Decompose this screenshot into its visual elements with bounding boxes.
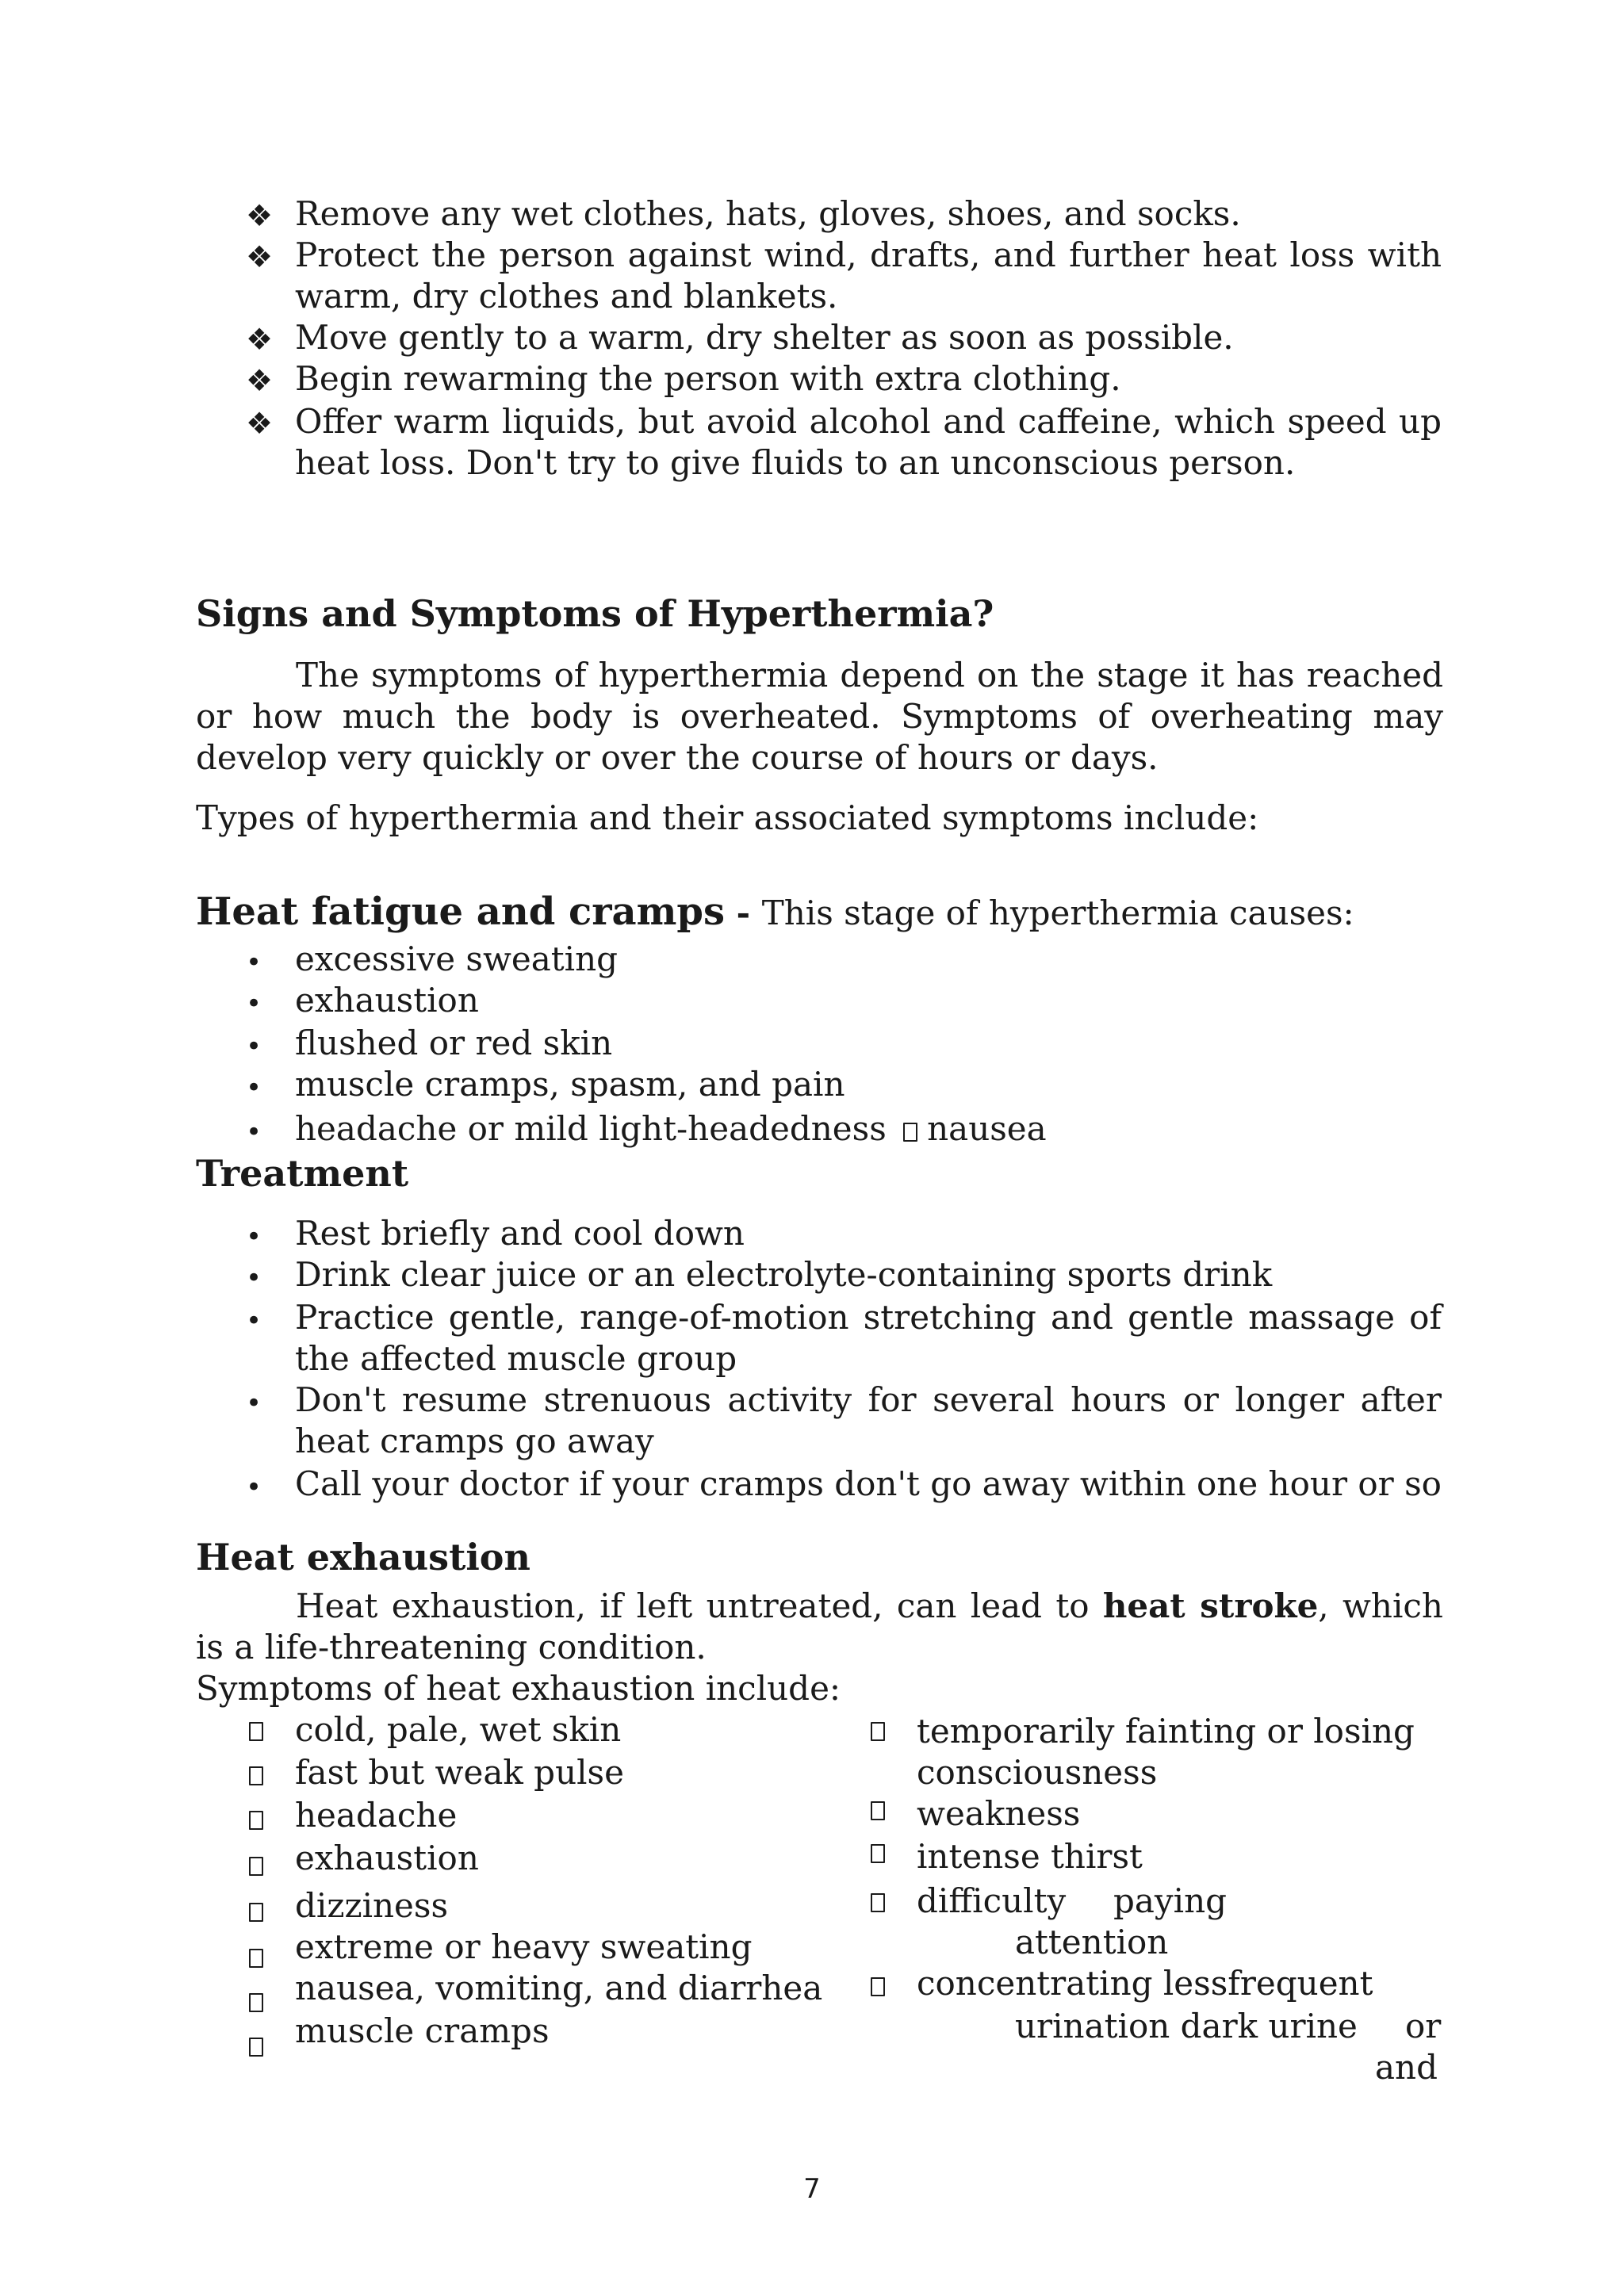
list-item: extreme or heavy sweating <box>295 1927 753 1966</box>
heading-dash: - <box>725 894 762 932</box>
list-item: exhaustion <box>295 1839 479 1877</box>
step-item: Offer warm liquids, but avoid alcohol and caffeine, which speed up heat loss. Don't try to give fluids to an unconscious person. <box>295 402 1442 482</box>
symptoms-label: Symptoms of heat exhaustion include: <box>196 1669 841 1708</box>
bullet-dot-icon: • <box>246 947 262 978</box>
list-item: dizziness <box>295 1886 449 1925</box>
diamond-bullet-icon: ❖ <box>246 239 274 274</box>
heat-fatigue-subtitle: This stage of hyperthermia causes: <box>761 894 1354 932</box>
list-item: nausea, vomiting, and diarrhea <box>295 1969 823 2007</box>
bullet-dot-icon: • <box>246 1471 262 1503</box>
bullet-dot-icon: • <box>246 1262 262 1294</box>
bullet-dot-icon: • <box>246 1305 262 1337</box>
page-number: 7 <box>803 2173 821 2205</box>
bullet-dot-icon: • <box>246 1387 262 1419</box>
heat-fatigue-title: Heat fatigue and cramps <box>196 890 726 934</box>
list-item: Call your doctor if your cramps don't go away within one hour or so <box>295 1464 1442 1503</box>
bullet-dot-icon: • <box>246 1116 262 1148</box>
diamond-bullet-icon: ❖ <box>246 322 274 357</box>
missing-glyph-box-icon <box>871 1893 885 1912</box>
signs-intro-paragraph: The symptoms of hyperthermia depend on the stage it has reached or how much the body is overheated. Symptoms of overheating may develop very quickly or over the course of hours or days. <box>196 656 1443 777</box>
list-item: muscle cramps, spasm, and pain <box>295 1065 845 1104</box>
missing-glyph-box-icon <box>249 1722 263 1741</box>
missing-glyph-box-icon <box>871 1844 885 1863</box>
list-item <box>917 1963 1373 2004</box>
missing-glyph-box-icon <box>249 1949 263 1968</box>
list-item-text: concentrating less <box>917 1964 1228 2003</box>
list-item: exhaustion <box>295 981 479 1020</box>
missing-glyph-box-icon <box>249 1993 263 2012</box>
list-item-text: headache or mild light-headedness <box>295 1109 887 1148</box>
missing-glyph-box-icon <box>249 1857 263 1876</box>
heat-fatigue-heading-line <box>196 891 1354 934</box>
list-item-cont: consciousness <box>917 1753 1158 1792</box>
list-item-word: and <box>1375 2048 1438 2087</box>
step-item: Move gently to a warm, dry shelter as soon as possible. <box>295 318 1234 357</box>
step-item: Remove any wet clothes, hats, gloves, shoes, and socks. <box>295 194 1241 233</box>
missing-glyph-box-icon <box>903 1123 917 1142</box>
list-item-cont: urination dark urine <box>1015 2007 1358 2045</box>
list-item: Don't resume strenuous activity for several hours or longer after heat cramps go away <box>295 1380 1442 1460</box>
list-item: cold, pale, wet skin <box>295 1710 622 1749</box>
missing-glyph-box-icon <box>871 1977 885 1996</box>
missing-glyph-box-icon <box>871 1801 885 1820</box>
list-item: intense thirst <box>917 1837 1143 1876</box>
treatment-heading: Treatment <box>196 1152 409 1195</box>
list-item-cont: attention <box>1015 1923 1169 1961</box>
missing-glyph-box-icon <box>249 2038 263 2057</box>
list-item-text: frequent <box>1228 1964 1373 2003</box>
missing-glyph-box-icon <box>871 1722 885 1741</box>
bullet-dot-icon: • <box>246 1031 262 1062</box>
list-item: fast but weak pulse <box>295 1753 624 1792</box>
bullet-dot-icon: • <box>246 1072 262 1104</box>
step-item: Begin rewarming the person with extra clothing. <box>295 359 1121 398</box>
diamond-bullet-icon: ❖ <box>246 406 274 441</box>
list-item: weakness <box>917 1794 1081 1833</box>
heat-exhaustion-intro <box>196 1586 1443 1668</box>
inline-extra-text: nausea <box>927 1109 1047 1148</box>
diamond-bullet-icon: ❖ <box>246 363 274 398</box>
list-item: temporarily fainting or losing <box>917 1712 1415 1751</box>
list-item: headache <box>295 1796 458 1835</box>
list-item: Rest briefly and cool down <box>295 1214 745 1253</box>
missing-glyph-box-icon <box>249 1766 263 1785</box>
heat-exhaustion-heading: Heat exhaustion <box>196 1536 530 1578</box>
bullet-dot-icon: • <box>246 988 262 1020</box>
heat-stroke-term: heat stroke <box>1102 1586 1319 1625</box>
list-item: Drink clear juice or an electrolyte-containing sports drink <box>295 1255 1273 1294</box>
list-item: flushed or red skin <box>295 1024 613 1062</box>
section-heading-signs: Signs and Symptoms of Hyperthermia? <box>196 592 994 635</box>
diamond-bullet-icon: ❖ <box>246 198 274 233</box>
step-item: Protect the person against wind, drafts, and further heat loss with warm, dry clothes and blankets. <box>295 235 1442 316</box>
intro-text: Heat exhaustion, if left untreated, can lead to <box>296 1586 1103 1625</box>
list-item: muscle cramps <box>295 2011 550 2050</box>
list-item: difficulty <box>917 1881 1067 1920</box>
bullet-dot-icon: • <box>246 1221 262 1253</box>
missing-glyph-box-icon <box>249 1903 263 1922</box>
list-item: Practice gentle, range-of-motion stretching and gentle massage of the affected muscle group <box>295 1298 1442 1378</box>
missing-glyph-box-icon <box>249 1811 263 1830</box>
types-intro: Types of hyperthermia and their associated symptoms include: <box>196 798 1259 837</box>
list-item-word: paying <box>1113 1881 1228 1920</box>
intro-text-after: , which is a life-threatening condition. <box>196 1586 1443 1667</box>
list-item <box>295 1108 1047 1150</box>
list-item: excessive sweating <box>295 939 619 978</box>
list-item-word: or <box>1405 2007 1442 2045</box>
